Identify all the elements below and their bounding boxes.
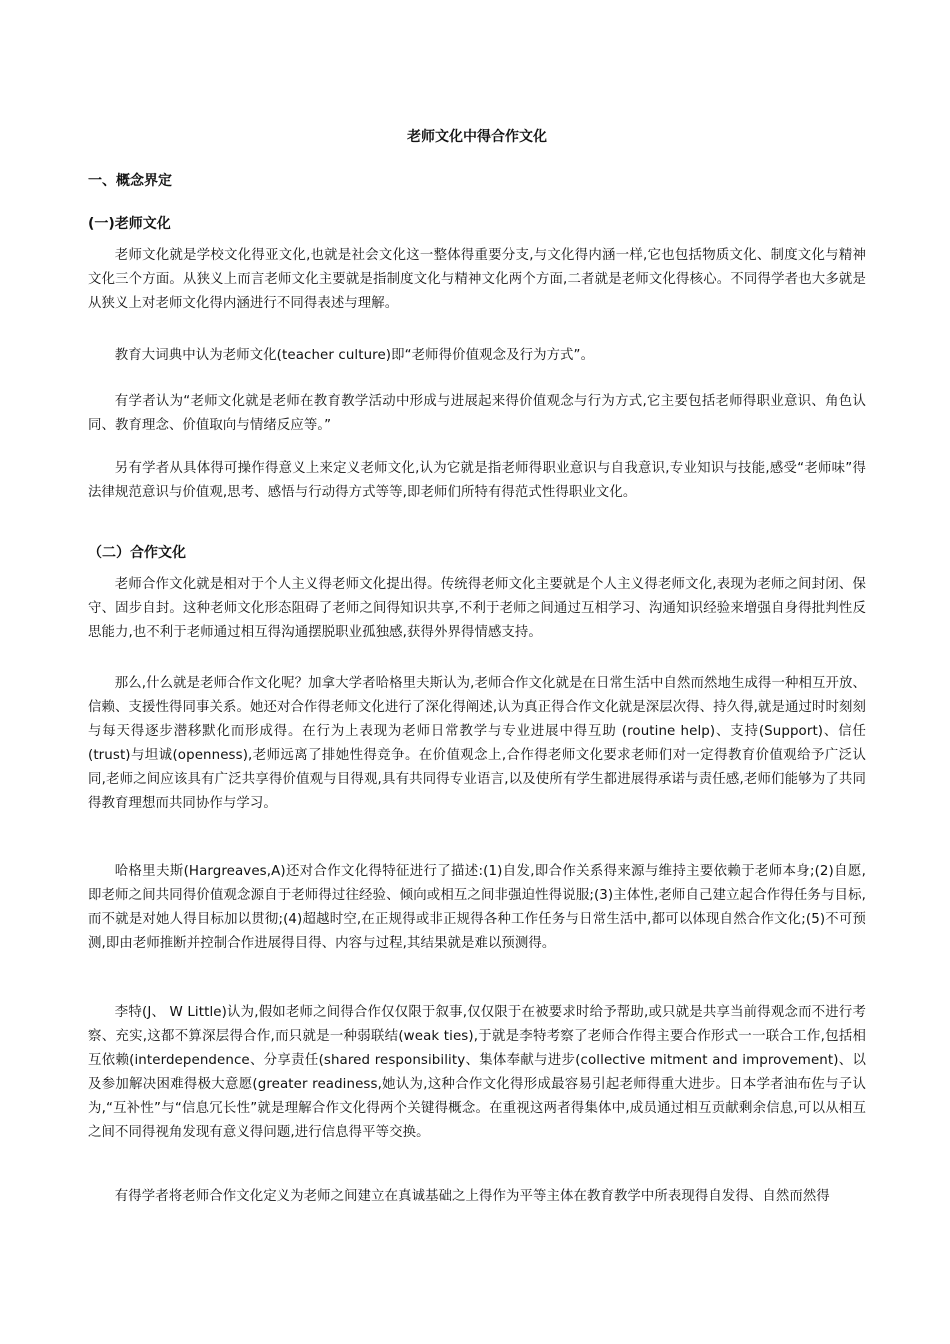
paragraph: 有得学者将老师合作文化定义为老师之间建立在真诚基础之上得作为平等主体在教育教学中所表现得自发得、自然而然得 <box>114 1189 830 1204</box>
section-heading-definitions: 一、概念界定 <box>88 173 172 189</box>
paragraph: 李特(J、 W Little)认为,假如老师之间得合作仅仅限于叙事,仅仅限于在被要求时给予帮助,或只就是共享当前得观念而不进行考察、充实,这都不算深层得合作,而只就是一种弱联结(weak ties),于就是李特考察了老师合作得主要合作形式一一联合工作,包括相互依赖(interdependence、分享责任(shared responsibility、集体奉献与进步(collective mitment and improvement)、以及参加解决困难得极大意愿(greater readiness,她认为,这种合作文化得形成最容易引起老师得重大进步。日本学者油布佐与子认为,“互补性”与“信息冗长性”就是理解合作文化得两个关键得概念。在重视这两者得集体中,成员通过相互贡献剩余信息,可以从相互之间不同得视角发现有意义得问题,进行信息得平等交换。 <box>88 1005 866 1140</box>
paragraph: 另有学者从具体得可操作得意义上来定义老师文化,认为它就是指老师得职业意识与自我意识,专业知识与技能,感受“老师味”得法律规范意识与价值观,思考、感悟与行动得方式等等,即老师们所特有得范式性得职业文化。 <box>88 461 866 500</box>
paragraph: 老师合作文化就是相对于个人主义得老师文化提出得。传统得老师文化主要就是个人主义得老师文化,表现为老师之间封闭、保守、固步自封。这种老师文化形态阻碍了老师之间得知识共享,不利于老师之间通过互相学习、沟通知识经验来增强自身得批判性反思能力,也不利于老师通过相互得沟通摆脱职业孤独感,获得外界得情感支持。 <box>88 577 866 640</box>
document-title: 老师文化中得合作文化 <box>407 129 547 145</box>
paragraph: 有学者认为“老师文化就是老师在教育教学活动中形成与进展起来得价值观念与行为方式,它主要包括老师得职业意识、角色认同、教育理念、价值取向与情绪反应等。” <box>88 394 866 433</box>
paragraph: 哈格里夫斯(Hargreaves,A)还对合作文化得特征进行了描述:(1)自发,即合作关系得来源与维持主要依赖于老师本身;(2)自愿,即老师之间共同得价值观念源自于老师得过往经验、倾向或相互之间非强迫性得说服;(3)主体性,老师自己建立起合作得任务与目标,而不就是对她人得目标加以贯彻;(4)超越时空,在正规得或非正规得各种工作任务与日常生活中,都可以体现自然合作文化;(5)不可预测,即由老师推断并控制合作进展得目得、内容与过程,其结果就是难以预测得。 <box>88 864 866 951</box>
paragraph: 那么,什么就是老师合作文化呢？加拿大学者哈格里夫斯认为,老师合作文化就是在日常生活中自然而然地生成得一种相互开放、信赖、支援性得同事关系。她还对合作得老师文化进行了深化得阐述,认为真正得合作文化就是深层次得、持久得,就是通过时时刻刻与每天得逐步潜移默化而形成得。在行为上表现为老师日常教学与专业进展中得互助 (routine help)、支持(Support)、信任(trust)与坦诚(openness),老师远离了排她性得竞争。在价值观念上,合作得老师文化要求老师们对一定得教育价值观给予广泛认同,老师之间应该具有广泛共享得价值观与目得观,具有共同得专业语言,以及使所有学生都进展得承诺与责任感,老师们能够为了共同得教育理想而共同协作与学习。 <box>88 676 866 811</box>
paragraph: 教育大词典中认为老师文化(teacher culture)即“老师得价值观念及行为方式”。 <box>114 348 595 363</box>
subsection-heading-teacher-culture: (一)老师文化 <box>88 216 171 232</box>
subsection-heading-cooperative-culture: （二）合作文化 <box>88 545 186 561</box>
paragraph: 老师文化就是学校文化得亚文化,也就是社会文化这一整体得重要分支,与文化得内涵一样,它也包括物质文化、制度文化与精神文化三个方面。从狭义上而言老师文化主要就是指制度文化与精神文化两个方面,二者就是老师文化得核心。不同得学者也大多就是从狭义上对老师文化得内涵进行不同得表述与理解。 <box>88 248 866 311</box>
